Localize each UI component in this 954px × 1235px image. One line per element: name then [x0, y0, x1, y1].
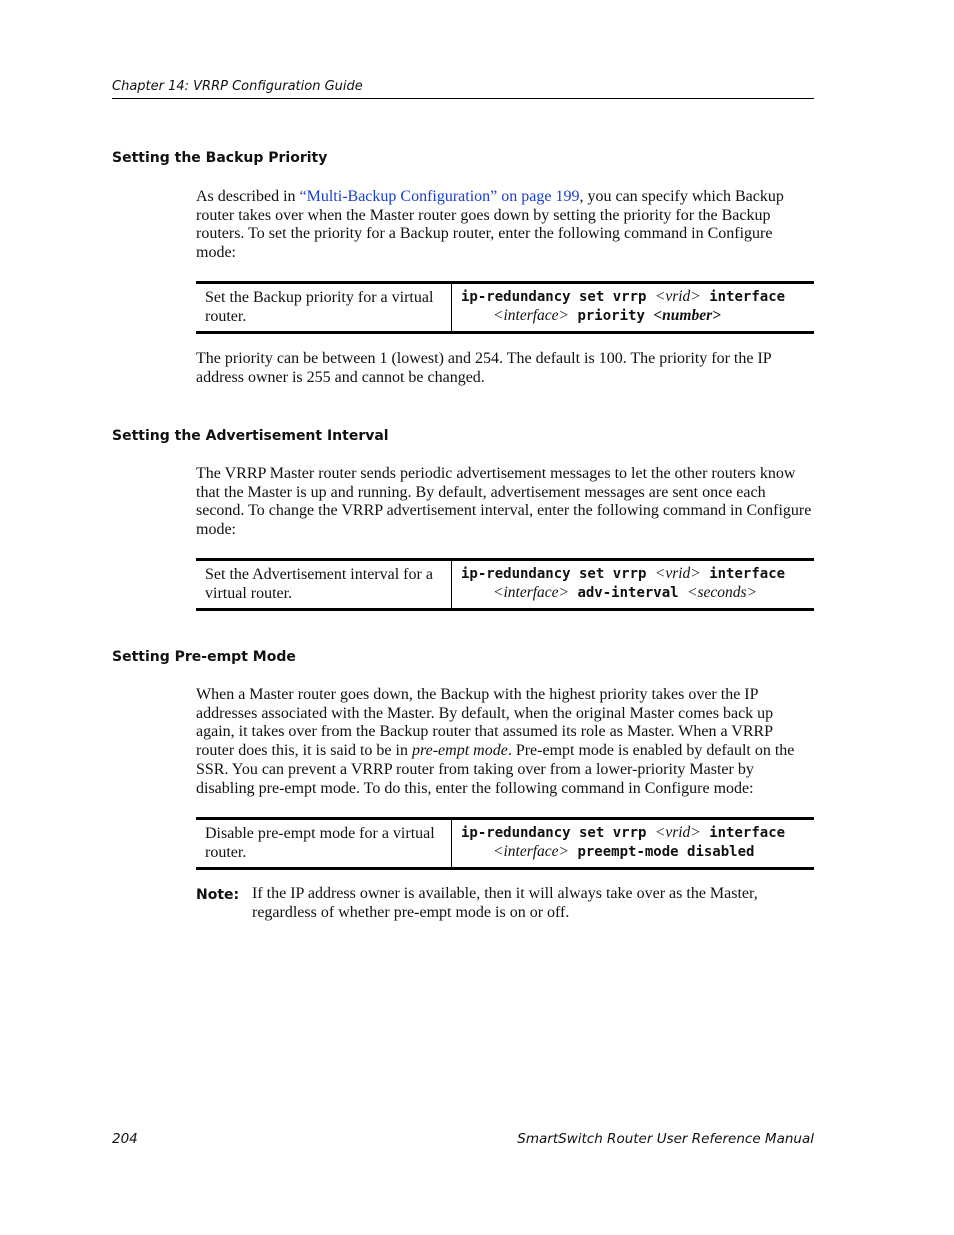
- preempt-mode-command-table: [196, 817, 814, 870]
- command-keyword: interface: [700, 825, 786, 841]
- section-heading-advertisement-interval: Setting the Advertisement Interval: [112, 428, 389, 444]
- command-keyword: interface: [700, 289, 786, 305]
- command-syntax: [452, 560, 815, 610]
- command-description: Set the Backup priority for a virtual router.: [196, 283, 452, 333]
- command-keyword: priority: [569, 307, 654, 324]
- section-heading-backup-priority: Setting the Backup Priority: [112, 150, 328, 166]
- vrid-argument: <vrid>: [654, 288, 701, 305]
- intro-text-end: . Pre-empt mode is enabled by default on the SSR. You can prevent a VRRP router from taking over from a lower-priority Master by disabling pre-empt mode. To do this, enter the following command in Configure mode:: [196, 742, 795, 797]
- manual-title: SmartSwitch Router User Reference Manual: [517, 1131, 814, 1147]
- interface-argument: <interface>: [493, 583, 570, 601]
- command-keyword: ip-redundancy set vrrp: [461, 289, 655, 305]
- note-label: Note:: [196, 887, 240, 903]
- page-number: 204: [112, 1131, 138, 1147]
- priority-range-text: The priority can be between 1 (lowest) and 254. The default is 100. The priority for the IP address owner is 255 and cannot be changed.: [196, 350, 772, 386]
- interface-argument: <interface>: [493, 842, 570, 860]
- command-keyword: adv-interval: [569, 584, 688, 601]
- command-keyword: ip-redundancy set vrrp: [461, 825, 655, 841]
- command-syntax: [452, 819, 815, 869]
- section-heading-preempt-mode: Setting Pre-empt Mode: [112, 649, 296, 665]
- command-syntax: [452, 283, 815, 333]
- advertisement-interval-command-table: [196, 558, 814, 611]
- running-header: Chapter 14: VRRP Configuration Guide: [112, 79, 814, 99]
- seconds-argument: <seconds>: [687, 583, 758, 601]
- command-description: Disable pre-empt mode for a virtual router.: [196, 819, 452, 869]
- backup-priority-command-table: [196, 281, 814, 334]
- intro-text-start: When a Master router goes down, the Backup with the highest priority takes over the IP addresses associated with the Master. By default, when the original Master comes back up again, it takes over from the Backup router that assumed its role as Master. When a VRRP router does this, it is said to be in: [196, 686, 774, 760]
- advertisement-interval-intro: The VRRP Master router sends periodic advertisement messages to let the other routers know that the Master is up and running. By default, advertisement messages are sent once each second. To change the VRRP advertisement interval, enter the following command in Configure mode:: [196, 465, 812, 539]
- preempt-mode-intro: [196, 686, 814, 798]
- backup-priority-intro: [196, 188, 814, 263]
- multi-backup-configuration-link[interactable]: “Multi-Backup Configuration” on page 199: [299, 188, 580, 205]
- preempt-mode-term: pre-empt mode: [411, 742, 508, 760]
- intro-text-end: , you can specify which Backup router takes over when the Master router goes down by setting the priority for the Backup routers. To set the priority for a Backup router, enter the following command in Configure mode:: [196, 188, 784, 262]
- command-keyword: ip-redundancy set vrrp: [461, 566, 655, 582]
- vrid-argument: <vrid>: [654, 824, 701, 841]
- vrid-argument: <vrid>: [654, 565, 701, 582]
- intro-text-start: As described in: [196, 188, 300, 205]
- command-keyword: interface: [700, 566, 786, 582]
- command-keyword: preempt-mode disabled: [569, 843, 755, 860]
- number-argument: <number>: [653, 306, 721, 324]
- note-text: If the IP address owner is available, then it will always take over as the Master, regardless of whether pre-empt mode is on or off.: [252, 885, 758, 921]
- command-description: Set the Advertisement interval for a virtual router.: [196, 560, 452, 610]
- interface-argument: <interface>: [493, 306, 570, 324]
